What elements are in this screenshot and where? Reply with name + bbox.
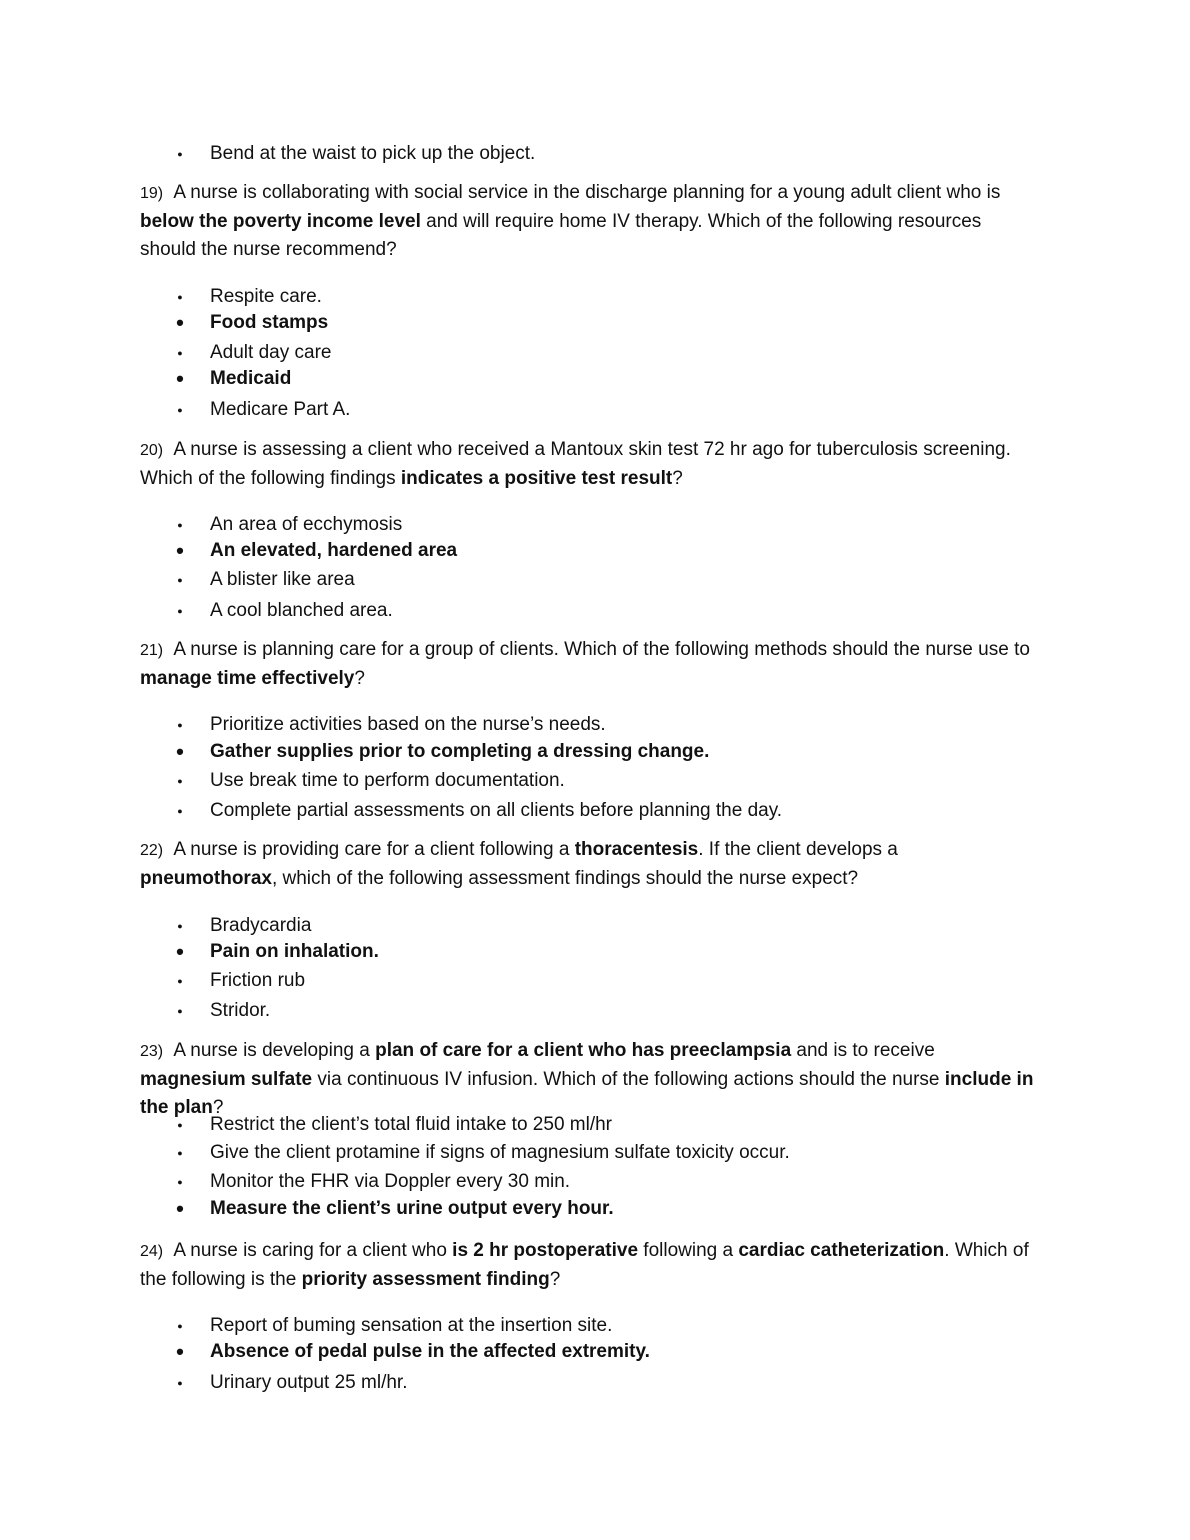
question-number: 22) <box>140 842 164 859</box>
option-q20-3: A blister like area <box>210 569 355 590</box>
option-q21-4: Complete partial assessments on all clients before planning the day. <box>210 800 783 821</box>
bullet-icon: • <box>176 310 184 335</box>
option-q19-3: Adult day care <box>210 342 332 363</box>
option-q21-2: Gather supplies prior to completing a dressing change. <box>210 741 710 762</box>
bullet-icon: ● <box>177 806 183 816</box>
bullet-icon: • <box>176 538 184 563</box>
option-q22-4: Stridor. <box>210 1000 271 1021</box>
question-text: A nurse is providing care for a client following a <box>173 839 570 860</box>
question-emphasis: pneumothorax <box>140 868 272 889</box>
question-text: A nurse is collaborating with social service in the discharge planning for a young adult client who is <box>173 182 1001 203</box>
option-q23-4: Measure the client’s urine output every hour. <box>210 1198 614 1219</box>
option-q19-5: Medicare Part A. <box>210 399 351 420</box>
question-text: A nurse is assessing a client who received a Mantoux skin test 72 hr ago for tuberculosis screening. Which of the following findings <box>140 439 1011 489</box>
bullet-icon: ● <box>177 976 183 986</box>
question-text: ? <box>549 1269 561 1290</box>
question-22 <box>140 836 1040 893</box>
question-number: 20) <box>140 442 164 459</box>
question-emphasis: below the poverty income level <box>140 211 421 232</box>
option-q20-4: A cool blanched area. <box>210 600 393 621</box>
bullet-icon: ● <box>177 1006 183 1016</box>
question-24 <box>140 1237 1040 1294</box>
bullet-icon: ● <box>177 292 183 302</box>
question-text: and will require home IV therapy. Which of the following resources should the nurse recommend? <box>140 211 982 260</box>
question-number: 19) <box>140 185 164 202</box>
option-q24-2: Absence of pedal pulse in the affected extremity. <box>210 1341 650 1362</box>
bullet-icon: • <box>176 366 184 391</box>
option-q22-3: Friction rub <box>210 970 306 991</box>
bullet-icon: ● <box>177 1321 183 1331</box>
question-text: . If the client develops a <box>698 839 898 860</box>
question-number: 23) <box>140 1043 164 1060</box>
question-emphasis: plan of care for a client who has preeclampsia <box>375 1040 792 1061</box>
bullet-icon: ● <box>177 921 183 931</box>
option-q18-1: Bend at the waist to pick up the object. <box>210 143 536 164</box>
option-q21-3: Use break time to perform documentation. <box>210 770 565 791</box>
option-q19-4: Medicaid <box>210 368 292 389</box>
question-text: following a <box>643 1240 734 1261</box>
question-text: A nurse is caring for a client who <box>173 1240 447 1261</box>
question-emphasis: magnesium sulfate <box>140 1069 313 1090</box>
question-emphasis: manage time effectively <box>140 668 355 689</box>
question-20 <box>140 436 1040 493</box>
option-q19-1: Respite care. <box>210 286 322 307</box>
bullet-icon: ● <box>177 1120 183 1130</box>
question-text: A nurse is developing a <box>173 1040 370 1061</box>
bullet-icon: ● <box>177 1177 183 1187</box>
bullet-icon: ● <box>177 720 183 730</box>
bullet-icon: ● <box>177 348 183 358</box>
option-q24-3: Urinary output 25 ml/hr. <box>210 1372 408 1393</box>
option-q20-2: An elevated, hardened area <box>210 540 458 561</box>
bullet-icon: ● <box>177 776 183 786</box>
option-q24-1: Report of buming sensation at the insertion site. <box>210 1315 613 1336</box>
bullet-icon: • <box>176 739 184 764</box>
question-21 <box>140 636 1040 693</box>
question-number: 21) <box>140 642 164 659</box>
bullet-icon: ● <box>177 1378 183 1388</box>
question-text: . Which of the following is the <box>140 1240 1029 1290</box>
question-emphasis: include in the plan <box>140 1069 1034 1118</box>
question-text: , which of the following assessment findings should the nurse expect? <box>271 868 859 889</box>
bullet-icon: ● <box>177 405 183 415</box>
question-emphasis: is 2 hr postoperative <box>452 1240 639 1261</box>
bullet-icon: ● <box>177 520 183 530</box>
question-emphasis: cardiac catheterization <box>738 1240 945 1261</box>
question-text: ? <box>672 468 683 489</box>
question-text: ? <box>212 1097 224 1118</box>
option-q21-1: Prioritize activities based on the nurse’s needs. <box>210 714 606 735</box>
question-23 <box>140 1037 1040 1122</box>
question-19 <box>140 179 1040 264</box>
bullet-icon: ● <box>177 606 183 616</box>
bullet-icon: ● <box>177 1148 183 1158</box>
question-emphasis: indicates a positive test result <box>400 468 673 489</box>
bullet-icon: ● <box>177 149 183 159</box>
question-text: ? <box>354 668 365 689</box>
question-text: and is to receive <box>796 1040 935 1061</box>
option-q23-3: Monitor the FHR via Doppler every 30 min. <box>210 1171 571 1192</box>
option-q20-1: An area of ecchymosis <box>210 514 403 535</box>
question-text: A nurse is planning care for a group of clients. Which of the following methods should the nurse use to <box>173 639 1030 660</box>
question-emphasis: priority assessment finding <box>301 1269 550 1290</box>
bullet-icon: • <box>176 1339 184 1364</box>
question-text: via continuous IV infusion. Which of the following actions should the nurse <box>317 1069 940 1090</box>
bullet-icon: • <box>176 939 184 964</box>
option-q23-2: Give the client protamine if signs of magnesium sulfate toxicity occur. <box>210 1142 790 1163</box>
bullet-icon: • <box>176 1196 184 1221</box>
option-q22-2: Pain on inhalation. <box>210 941 379 962</box>
option-q19-2: Food stamps <box>210 312 329 333</box>
question-emphasis: thoracentesis <box>574 839 699 860</box>
option-q23-1: Restrict the client’s total fluid intake to 250 ml/hr <box>210 1114 613 1135</box>
option-q22-1: Bradycardia <box>210 915 312 936</box>
question-number: 24) <box>140 1243 164 1260</box>
bullet-icon: ● <box>177 575 183 585</box>
